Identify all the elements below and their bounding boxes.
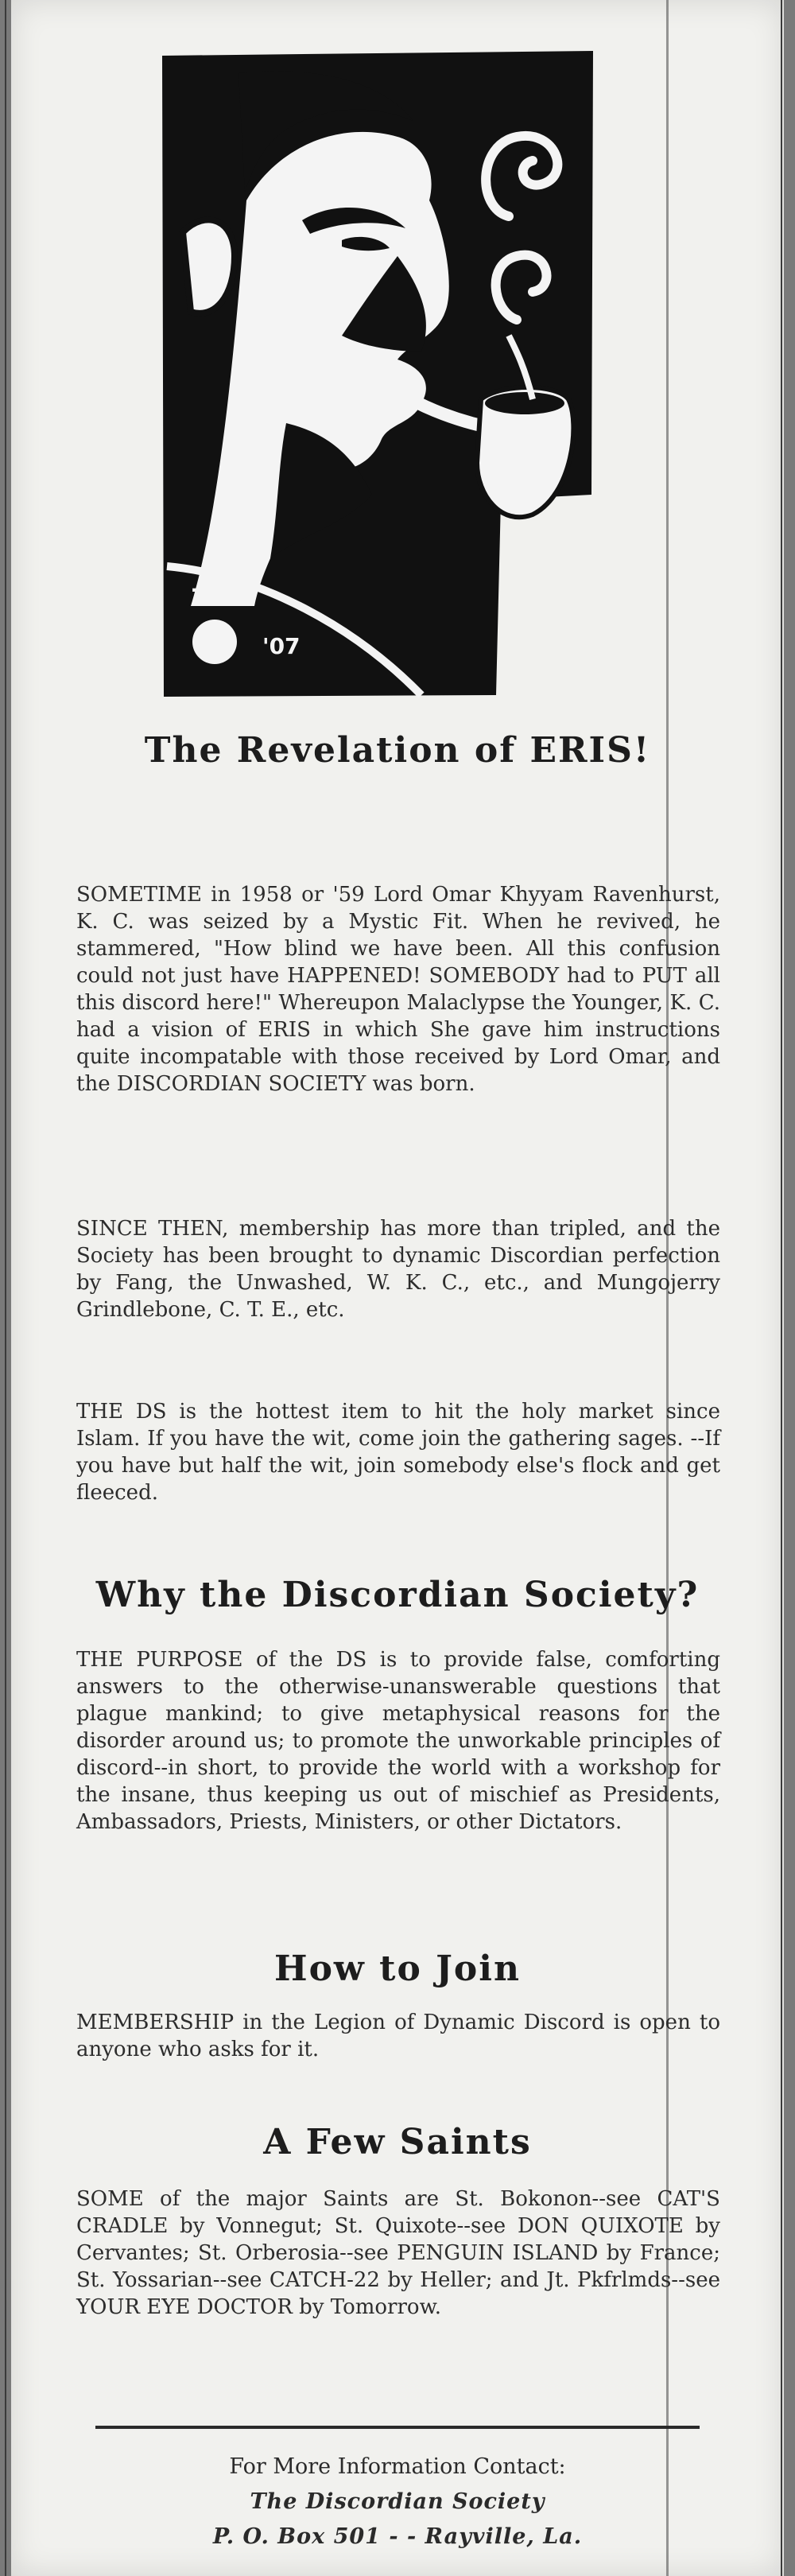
contact-block	[0, 2450, 795, 2555]
contact-line-intro: For More Information Contact:	[229, 2454, 566, 2479]
paragraph-purpose: THE PURPOSE of the DS is to provide false, comforting answers to the otherwise-unanswerable questions that plague mankind; to give metaphysical reasons for the disorder around us; to promote the unworkable principles of discord--in short, to provide the world with a workshop for the insane, thus keeping us out of mischief as Presidents, Ambassadors, Priests, Ministers, or other Dictators.	[76, 1648, 720, 1834]
saints-heading: A Few Saints	[263, 2122, 532, 2162]
paragraph-hottest: THE DS is the hottest item to hit the holy market since Islam. If you have the wit, come join the gathering sages. --If you have but half the wit, join somebody else's flock and get fleeced.	[76, 1400, 720, 1505]
why-heading: Why the Discordian Society?	[95, 1575, 700, 1615]
main-heading: The Revelation of ERIS!	[144, 730, 651, 771]
paragraph-membership: MEMBERSHIP in the Legion of Dynamic Discord is open to anyone who asks for it.	[76, 2011, 720, 2061]
left-edge-line	[5, 0, 6, 2576]
paragraph-saints: SOME of the major Saints are St. Bokonon--see CAT'S CRADLE by Vonnegut; St. Quixote--see DON QUIXOTE by Cervantes; St. Orberosia--see PENGUIN ISLAND by France; St. Yossarian--see CATCH-22 by Heller; and Jt. Pkfrlmds--see YOUR EYE DOCTOR by Tomorrow.	[76, 2187, 720, 2319]
artwork-year: '07	[262, 633, 301, 659]
paragraph-growth: SINCE THEN, membership has more than tripled, and the Society has been brought to dynamic Discordian perfection by Fang, the Unwashed, W. K. C., etc., and Mungojerry Grindlebone, C. T. E., etc.	[76, 1217, 720, 1322]
paragraph-origin: SOMETIME in 1958 or '59 Lord Omar Khyyam Ravenhurst, K. C. was seized by a Mystic Fit. When he revived, he stammered, "How blind we have been. All this confusion could not just have HAPPENED! SOMEBODY had to PUT all this discord here!" Whereupon Malaclypse the Younger, K. C. had a vision of ERIS in which She gave him instructions quite incompatable with those received by Lord Omar, and the DISCORDIAN SOCIETY was born.	[76, 883, 720, 1096]
woodcut-portrait	[159, 49, 596, 697]
ear	[183, 220, 235, 313]
pipe-opening	[485, 392, 564, 414]
contact-line-society: The Discordian Society	[250, 2489, 545, 2514]
footer-rule	[95, 2426, 700, 2429]
join-heading: How to Join	[274, 1949, 521, 1989]
contact-line-address: P. O. Box 501 - - Rayville, La.	[212, 2524, 583, 2549]
signature-circle	[192, 620, 237, 664]
artwork-signature: TIK	[192, 585, 236, 612]
right-edge-line	[781, 0, 782, 2576]
